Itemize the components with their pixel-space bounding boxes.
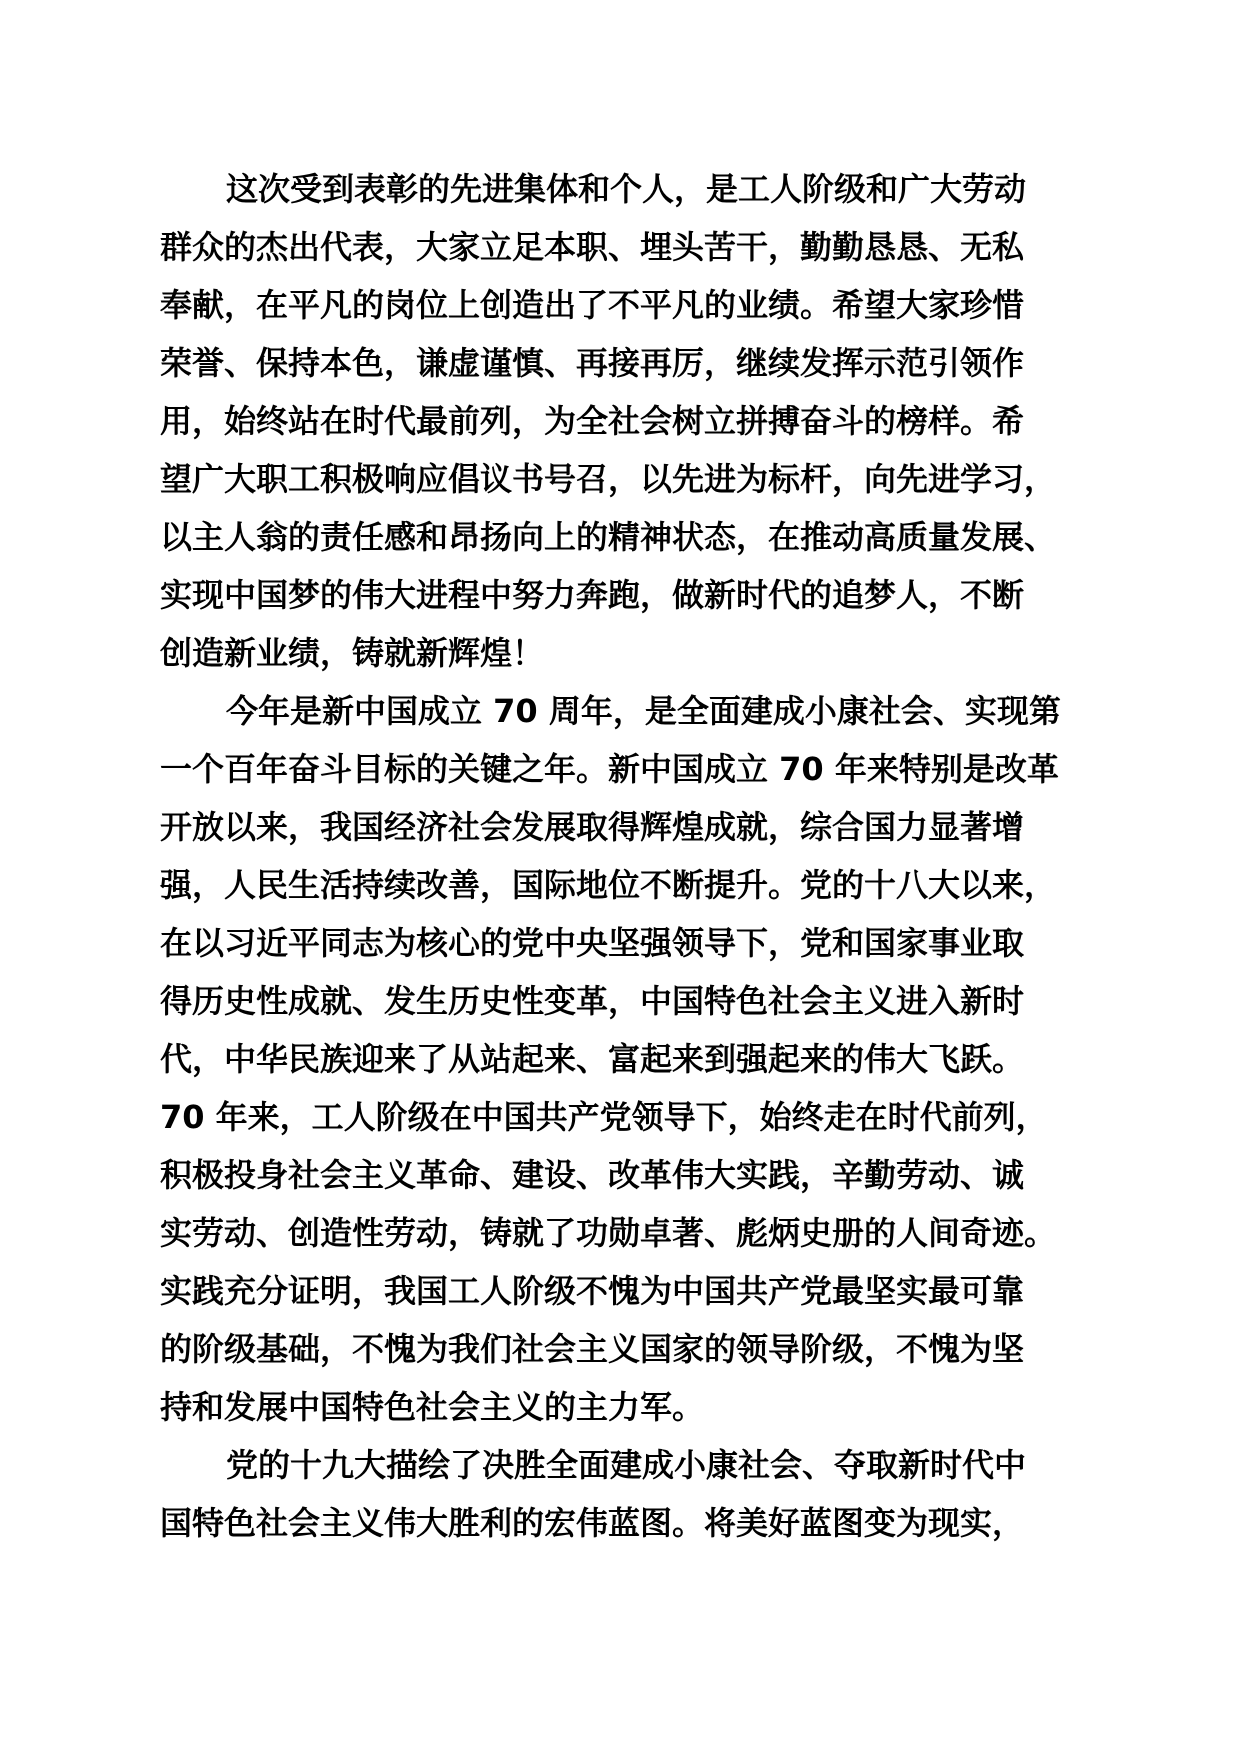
text-line: 今年是新中国成立 70 周年，是全面建成小康社会、实现第 bbox=[226, 692, 1061, 730]
text-line: 望广大职工积极响应倡议书号召，以先进为标杆，向先进学习， bbox=[160, 460, 1057, 498]
document-body bbox=[160, 160, 1080, 1552]
text-line: 开放以来，我国经济社会发展取得辉煌成就，综合国力显著增 bbox=[160, 808, 1025, 846]
text-line: 强，人民生活持续改善，国际地位不断提升。党的十八大以来， bbox=[160, 866, 1057, 904]
text-line: 用，始终站在时代最前列，为全社会树立拼搏奋斗的榜样。希 bbox=[160, 402, 1025, 440]
text-line: 国特色社会主义伟大胜利的宏伟蓝图。将美好蓝图变为现实， bbox=[160, 1504, 1025, 1542]
text-line: 荣誉、保持本色，谦虚谨慎、再接再厉，继续发挥示范引领作 bbox=[160, 344, 1025, 382]
text-line: 一个百年奋斗目标的关键之年。新中国成立 70 年来特别是改革 bbox=[160, 750, 1059, 788]
text-line: 积极投身社会主义革命、建设、改革伟大实践，辛勤劳动、诚 bbox=[160, 1156, 1025, 1194]
text-line: 群众的杰出代表，大家立足本职、埋头苦干，勤勤恳恳、无私 bbox=[160, 228, 1025, 266]
text-line: 实劳动、创造性劳动，铸就了功勋卓著、彪炳史册的人间奇迹。 bbox=[160, 1214, 1057, 1252]
text-line: 代，中华民族迎来了从站起来、富起来到强起来的伟大飞跃。 bbox=[160, 1040, 1025, 1078]
paragraph-1 bbox=[160, 160, 1080, 682]
text-line: 以主人翁的责任感和昂扬向上的精神状态，在推动高质量发展、 bbox=[160, 518, 1057, 556]
paragraph-2 bbox=[160, 682, 1080, 1436]
text-line: 得历史性成就、发生历史性变革，中国特色社会主义进入新时 bbox=[160, 982, 1025, 1020]
text-line: 党的十九大描绘了决胜全面建成小康社会、夺取新时代中 bbox=[226, 1446, 1027, 1484]
text-line: 实践充分证明，我国工人阶级不愧为中国共产党最坚实最可靠 bbox=[160, 1272, 1025, 1310]
text-line: 实现中国梦的伟大进程中努力奔跑，做新时代的追梦人，不断 bbox=[160, 576, 1025, 614]
text-line: 奉献，在平凡的岗位上创造出了不平凡的业绩。希望大家珍惜 bbox=[160, 286, 1025, 324]
text-line: 的阶级基础，不愧为我们社会主义国家的领导阶级，不愧为坚 bbox=[160, 1330, 1025, 1368]
text-line: 这次受到表彰的先进集体和个人，是工人阶级和广大劳动 bbox=[226, 170, 1027, 208]
text-line: 70 年来，工人阶级在中国共产党领导下，始终走在时代前列， bbox=[160, 1098, 1048, 1136]
text-line: 持和发展中国特色社会主义的主力军。 bbox=[160, 1388, 705, 1426]
paragraph-3 bbox=[160, 1436, 1080, 1552]
text-line: 在以习近平同志为核心的党中央坚强领导下，党和国家事业取 bbox=[160, 924, 1025, 962]
text-line: 创造新业绩，铸就新辉煌！ bbox=[160, 634, 545, 672]
